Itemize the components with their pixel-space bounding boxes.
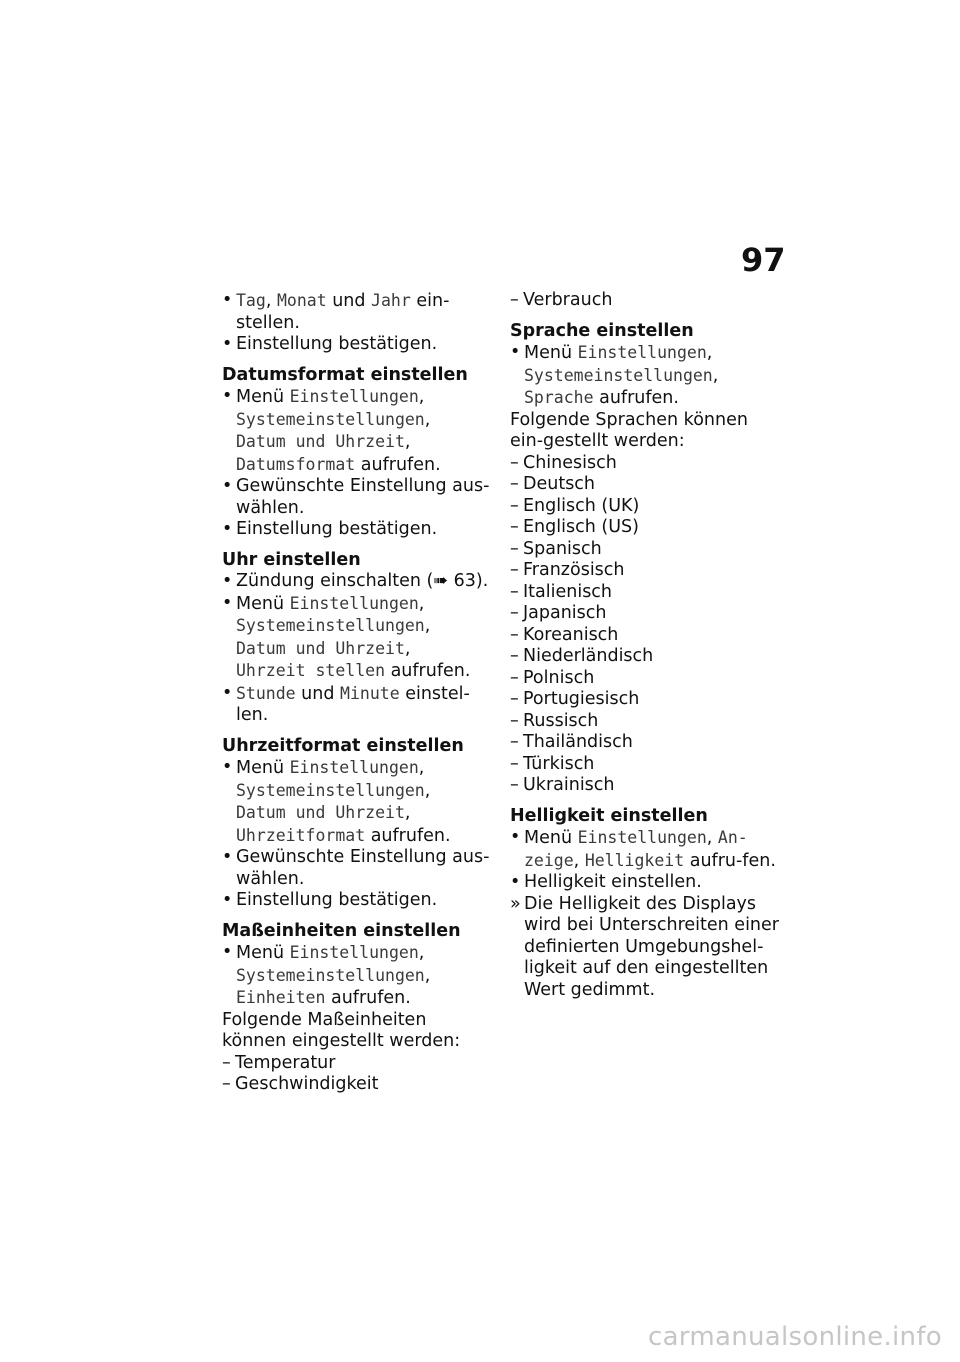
dash-marker: –	[510, 452, 519, 473]
list-item	[510, 603, 782, 625]
list-item	[510, 453, 782, 475]
right-column	[510, 290, 782, 1001]
list-item-label: Spanisch	[523, 538, 602, 559]
step-text: einstel-len.	[236, 683, 470, 725]
list-item	[510, 625, 782, 647]
units-intro-text: Folgende Maßeinheiten können eingestellt werden:	[222, 1009, 461, 1051]
language-list	[510, 453, 782, 797]
heading-set-clock: Uhr einstellen	[222, 549, 361, 570]
conjunction: und	[326, 291, 372, 311]
list-item-label: Geschwindigkeit	[235, 1074, 379, 1094]
menu-term: Systemeinstellungen	[236, 616, 425, 635]
step-ignition	[222, 571, 494, 593]
menu-label: Menü	[236, 593, 290, 614]
list-item	[510, 496, 782, 518]
list-item	[510, 668, 782, 690]
separator: ,	[404, 803, 411, 823]
bullet-marker: •	[510, 872, 521, 892]
menu-term: Datum und Uhrzeit	[236, 803, 405, 822]
step-text: Einstellung bestätigen.	[236, 890, 438, 910]
list-item	[510, 754, 782, 776]
menu-term-tag: Tag	[236, 291, 266, 310]
menu-term: Systemeinstellungen	[236, 780, 425, 800]
list-item	[510, 646, 782, 668]
bullet-marker: •	[222, 592, 233, 613]
list-item-label: Türkisch	[523, 753, 595, 774]
list-item-label: Verbrauch	[523, 290, 613, 310]
dash-marker: –	[510, 624, 519, 645]
menu-term: Datumsformat	[236, 454, 356, 474]
separator: ,	[418, 758, 425, 778]
step-text: aufrufen.	[325, 988, 411, 1008]
list-item-label: Englisch (US)	[523, 517, 639, 537]
separator: ,	[706, 343, 713, 363]
separator: ,	[404, 638, 411, 659]
list-item-label: Französisch	[523, 560, 625, 580]
dash-marker: –	[510, 474, 519, 494]
bullet-marker: •	[510, 342, 521, 362]
step-text: Gewünschte Einstellung aus-wählen.	[236, 847, 490, 889]
bullet-marker: •	[510, 827, 521, 847]
dash-marker: –	[510, 560, 519, 580]
list-item-label: Portugiesisch	[523, 689, 640, 709]
step-confirm	[222, 519, 494, 541]
list-item-label: Temperatur	[235, 1052, 336, 1073]
step-text: aufrufen.	[385, 661, 471, 681]
dash-marker: –	[510, 581, 519, 602]
bullet-marker: •	[222, 847, 233, 867]
menu-label: Menü	[524, 828, 578, 848]
heading-date-format: Datumsformat einstellen	[222, 364, 468, 385]
menu-term: An-zeige	[524, 828, 748, 870]
menu-term: Systemeinstellungen	[524, 365, 713, 385]
dash-marker: –	[510, 667, 519, 688]
menu-term: Einstellungen	[289, 758, 419, 777]
menu-term: Datum und Uhrzeit	[236, 432, 405, 451]
menu-term-monat: Monat	[276, 291, 327, 310]
menu-term: Systemeinstellungen	[236, 965, 425, 985]
menu-label: Menü	[236, 943, 290, 963]
step-text: aufru-fen.	[684, 850, 776, 871]
separator: ,	[424, 780, 431, 801]
bullet-marker: •	[222, 290, 233, 310]
list-item	[510, 290, 782, 312]
step-text: aufrufen.	[355, 454, 441, 475]
dash-marker: –	[222, 1074, 231, 1094]
list-item-label: Ukrainisch	[523, 775, 615, 795]
menu-term: Einheiten	[236, 988, 326, 1007]
language-intro-text: Folgende Sprachen können ein-gestellt werden:	[510, 409, 748, 451]
heading-units: Maßeinheiten einstellen	[222, 920, 461, 941]
step-set-date	[222, 290, 494, 334]
menu-term: Sprache	[524, 388, 594, 407]
menu-term: Uhrzeit stellen	[236, 661, 386, 680]
step-choose	[222, 847, 494, 890]
step-confirm	[222, 890, 494, 912]
list-item	[510, 517, 782, 539]
separator: ,	[424, 616, 431, 636]
step-clock-menu	[222, 593, 494, 683]
list-item	[222, 1074, 494, 1096]
heading-language: Sprache einstellen	[510, 320, 694, 341]
dash-marker: –	[510, 710, 519, 731]
bullet-marker: •	[222, 757, 233, 777]
separator: ,	[573, 850, 585, 871]
step-text: Zündung einschalten (	[236, 571, 434, 591]
menu-term: Systemeinstellungen	[236, 409, 425, 429]
menu-term: Einstellungen	[289, 387, 419, 406]
list-item-label: Englisch (UK)	[523, 495, 640, 516]
bullet-marker: •	[222, 682, 233, 703]
heading-brightness: Helligkeit einstellen	[510, 805, 708, 826]
separator: ,	[418, 387, 425, 407]
heading-time-format: Uhrzeitformat einstellen	[222, 735, 464, 756]
step-choose	[222, 476, 494, 519]
page-reference-arrow-icon: ➠	[433, 571, 449, 591]
bullet-marker: •	[222, 386, 233, 406]
list-item	[510, 689, 782, 711]
dash-marker: –	[222, 1052, 231, 1073]
list-item	[510, 711, 782, 733]
list-item-label: Russisch	[523, 710, 599, 731]
step-set-hours-minutes	[222, 683, 494, 727]
page-reference: 63).	[448, 571, 489, 591]
bullet-marker: •	[222, 571, 233, 591]
step-brightness-menu	[510, 827, 782, 872]
result-text: Die Helligkeit des Displays wird bei Unterschreiten einer definierten Umgebungshel-ligkeit auf den eingestellten Wert gedimmt.	[524, 893, 779, 1000]
dash-marker: –	[510, 732, 519, 752]
list-item-label: Thailändisch	[523, 732, 633, 752]
dash-marker: –	[510, 689, 519, 709]
menu-term-minute: Minute	[340, 683, 400, 703]
dash-marker: –	[510, 603, 519, 623]
list-item-label: Deutsch	[523, 474, 596, 494]
step-units-menu	[222, 942, 494, 1010]
menu-term: Einstellungen	[577, 343, 707, 362]
list-item	[510, 560, 782, 582]
dash-marker: –	[510, 646, 519, 666]
list-item	[510, 775, 782, 797]
result-marker: »	[510, 893, 521, 914]
dash-marker: –	[510, 538, 519, 559]
dash-marker: –	[510, 517, 519, 537]
left-column	[222, 290, 494, 1096]
list-item	[222, 1053, 494, 1075]
separator: ,	[424, 965, 431, 986]
bullet-marker: •	[222, 519, 233, 539]
step-text: Helligkeit einstellen.	[524, 872, 702, 892]
step-text: aufrufen.	[593, 388, 679, 408]
menu-term: Einstellungen	[289, 943, 419, 962]
list-item-label: Chinesisch	[523, 452, 617, 473]
step-language-menu	[510, 342, 782, 410]
dash-marker: –	[510, 290, 519, 310]
menu-label: Menü	[236, 758, 290, 778]
list-item-label: Italienisch	[523, 581, 613, 602]
list-item	[510, 474, 782, 496]
step-text: Einstellung bestätigen.	[236, 519, 438, 539]
menu-term: Uhrzeitformat	[236, 825, 366, 845]
step-set-brightness	[510, 872, 782, 894]
list-item-label: Polnisch	[523, 667, 595, 688]
list-item-label: Koreanisch	[523, 624, 619, 645]
separator: ,	[706, 828, 718, 848]
menu-term-stunde: Stunde	[236, 683, 296, 703]
step-text: aufrufen.	[365, 825, 451, 846]
result-note	[510, 894, 782, 1002]
separator: ,	[265, 291, 277, 311]
dash-marker: –	[510, 753, 519, 774]
step-time-format-menu	[222, 757, 494, 847]
bullet-marker: •	[222, 476, 233, 496]
menu-term: Einstellungen	[577, 828, 707, 847]
menu-label: Menü	[524, 343, 578, 363]
step-text: ein-stellen.	[236, 291, 450, 333]
separator: ,	[424, 409, 431, 430]
list-item	[510, 539, 782, 561]
list-item-label: Niederländisch	[523, 646, 654, 666]
menu-term: Datum und Uhrzeit	[236, 638, 405, 658]
menu-term: Helligkeit	[584, 850, 685, 870]
menu-label: Menü	[236, 387, 290, 407]
page-number: 97	[741, 241, 786, 279]
conjunction: und	[295, 683, 341, 704]
menu-term: Einstellungen	[289, 593, 419, 613]
step-text: Gewünschte Einstellung aus-wählen.	[236, 476, 490, 518]
bullet-marker: •	[222, 942, 233, 962]
bullet-marker: •	[222, 334, 233, 354]
step-confirm	[222, 334, 494, 356]
step-text: Einstellung bestätigen.	[236, 334, 438, 354]
separator: ,	[404, 432, 411, 452]
separator: ,	[418, 943, 425, 963]
list-item-label: Japanisch	[523, 603, 607, 623]
separator: ,	[418, 593, 425, 614]
dash-marker: –	[510, 495, 519, 516]
list-item	[510, 732, 782, 754]
dash-marker: –	[510, 775, 519, 795]
bullet-marker: •	[222, 890, 233, 910]
separator: ,	[712, 365, 719, 386]
list-item	[510, 582, 782, 604]
step-date-format-menu	[222, 386, 494, 476]
watermark: carmanualsonline.info	[647, 1322, 942, 1352]
menu-term-jahr: Jahr	[371, 291, 411, 310]
